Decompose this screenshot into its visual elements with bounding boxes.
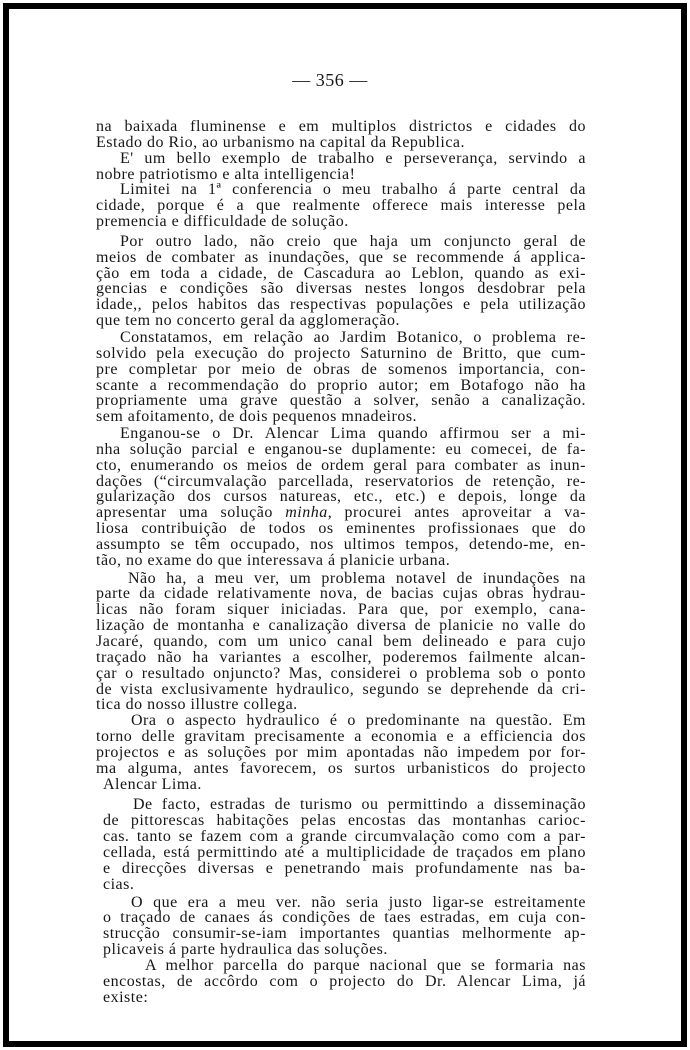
text-line: tão, no exame do que interessava á planicie urbana.	[96, 551, 451, 569]
text-line: gularização dos cursos natureas, etc., etc.) e depois, longe da	[96, 488, 586, 506]
text-line: Não ha, a meu ver, um problema notavel de inundações na	[128, 569, 586, 587]
emphasis-word: minha	[285, 504, 328, 522]
text-line: çar o resultado onjuncto? Mas, considerei o problema sob o ponto	[96, 664, 586, 682]
text-line	[96, 505, 586, 521]
text-block	[96, 119, 586, 1005]
text-line: parte da cidade relativamente nova, de bacias cujas obras hydrau-	[96, 585, 586, 603]
text-line: cas. tanto se fazem com a grande circumvalação como com a par-	[103, 828, 586, 846]
text-line: meios de combater as inundações, que se recommende á applica-	[96, 248, 586, 266]
text-line: ção em toda a cidade, de Cascadura ao Leblon, quando as exi-	[96, 264, 586, 282]
text-line: o traçado de canaes ás condições de taes estradas, em cuja con-	[103, 909, 586, 927]
text-line: liosa contribuição de todos os eminentes profissionaes que do	[96, 520, 586, 538]
text-line: Limitei na 1ª conferencia o meu trabalho á parte central da	[120, 181, 586, 199]
text-line: cias.	[103, 875, 135, 893]
text-line: A melhor parcella do parque nacional que se formaria nas	[145, 956, 586, 974]
text-line: cidade, porque é a que realmente offerece mais interesse pela	[96, 197, 586, 215]
text-line: Por outro lado, não creio que haja um conjuncto geral de	[120, 232, 586, 250]
text-line: plicaveis á parte hydraulica das soluções.	[103, 941, 388, 959]
text-line: Constatamos, em relação ao Jardim Botanico, o problema re-	[120, 328, 586, 346]
text-line: torno delle gravitam precisamente a economia e a efficiencia dos	[96, 728, 586, 746]
text-line: traçado não ha variantes a escolher, poderemos failmente alcan-	[96, 648, 586, 666]
text-line: ma alguma, antes favorecem, os surtos urbanisticos do projecto	[96, 759, 586, 777]
text-line: Ora o aspecto hydraulico é o predominante na questão. Em	[131, 712, 586, 730]
text-line: scante a recommendação do proprio autor; em Botafogo não ha	[96, 376, 586, 394]
text-line: dações (“circumvalação parcellada, reservatorios de retenção, re-	[96, 472, 586, 490]
paragraph	[96, 895, 586, 958]
text-line: sem afoitamento, de dois pequenos mnadeiros.	[96, 408, 418, 426]
text-segment: apresentar uma solução	[96, 504, 286, 522]
text-line: tica do nosso illustre collega.	[96, 696, 298, 714]
paragraph	[96, 958, 586, 1006]
text-line: idade,, pelos habitos das respectivas populações e pela utilização	[96, 296, 586, 314]
text-line: na baixada fluminense e em multiplos districtos e cidades do	[96, 118, 586, 135]
paragraph	[96, 151, 586, 183]
text-line: assumpto se têm occupado, nos ultimos tempos, detendo-me, en-	[96, 535, 586, 553]
text-line: Alencar Lima.	[103, 775, 202, 793]
text-line: Enganou-se o Dr. Alencar Lima quando affirmou ser a mi-	[120, 425, 586, 443]
paragraph	[96, 119, 586, 151]
text-line: pre completar por meio de obras de somenos importancia, con-	[96, 360, 586, 378]
text-line: lização de montanha e canalização diversa de planicie no valle do	[96, 617, 586, 635]
text-line: nha solução parcial e enganou-se duplamente: eu comecei, de fa-	[96, 440, 586, 458]
text-line: solvido pela execução do projecto Saturnino de Britto, que cum-	[96, 344, 586, 362]
text-line: Estado do Rio, ao urbanismo na capital da Republica.	[96, 133, 466, 151]
text-line: encostas, de accôrdo com o projecto do Dr. Alencar Lima, já	[103, 972, 586, 990]
text-line: cto, enumerando os meios de ordem geral para combater as inun-	[96, 456, 586, 474]
text-line: projectos e as soluções por mim apontadas não impedem por for-	[96, 743, 586, 761]
paragraph	[96, 330, 586, 425]
paragraph	[96, 182, 586, 230]
text-line: premencia e difficuldade de solução.	[96, 213, 349, 231]
paragraph	[96, 797, 586, 892]
text-line: Jacaré, quando, com um unico canal bem delineado e para cujo	[96, 633, 586, 650]
text-line: e direcções diversas e penetrando mais profundamente nas ba-	[103, 859, 586, 877]
text-line: nobre patriotismo e alta intelligencia!	[96, 165, 356, 183]
text-line: licas não foram siquer iniciadas. Para que, por exemplo, cana-	[96, 601, 586, 619]
paragraph	[96, 426, 586, 569]
text-line: De facto, estradas de turismo ou permittindo a disseminação	[133, 796, 586, 814]
paragraph	[96, 571, 586, 714]
text-line: propriamente uma grave questão a solver, senão a canalização.	[96, 392, 586, 410]
text-line: O que era a meu ver. não seria justo ligar-se estreitamente	[131, 893, 586, 911]
text-line: de vista exclusivamente hydraulico, segundo se deprehende da cri-	[96, 680, 586, 698]
text-line: cellada, está permittindo até a multiplicidade de traçados em plano	[103, 843, 586, 861]
text-line: E' um bello exemplo de trabalho e perseverança, servindo a	[120, 149, 586, 167]
text-line: strucção consumir-se-iam importantes quantias melhormente ap-	[103, 925, 586, 943]
text-line: existe:	[103, 988, 149, 1006]
page-number: — 356 —	[292, 70, 368, 90]
text-line: gencias e condições são diversas nestes longos desdobrar pela	[96, 280, 586, 298]
text-line: que tem no concerto geral da agglomeração.	[96, 312, 400, 330]
paragraph	[96, 234, 586, 329]
text-segment: , procurei antes aproveitar a va-	[327, 504, 587, 522]
paragraph	[96, 713, 586, 792]
text-line: de pittorescas habitações pelas encostas das montanhas carioc-	[103, 812, 586, 830]
